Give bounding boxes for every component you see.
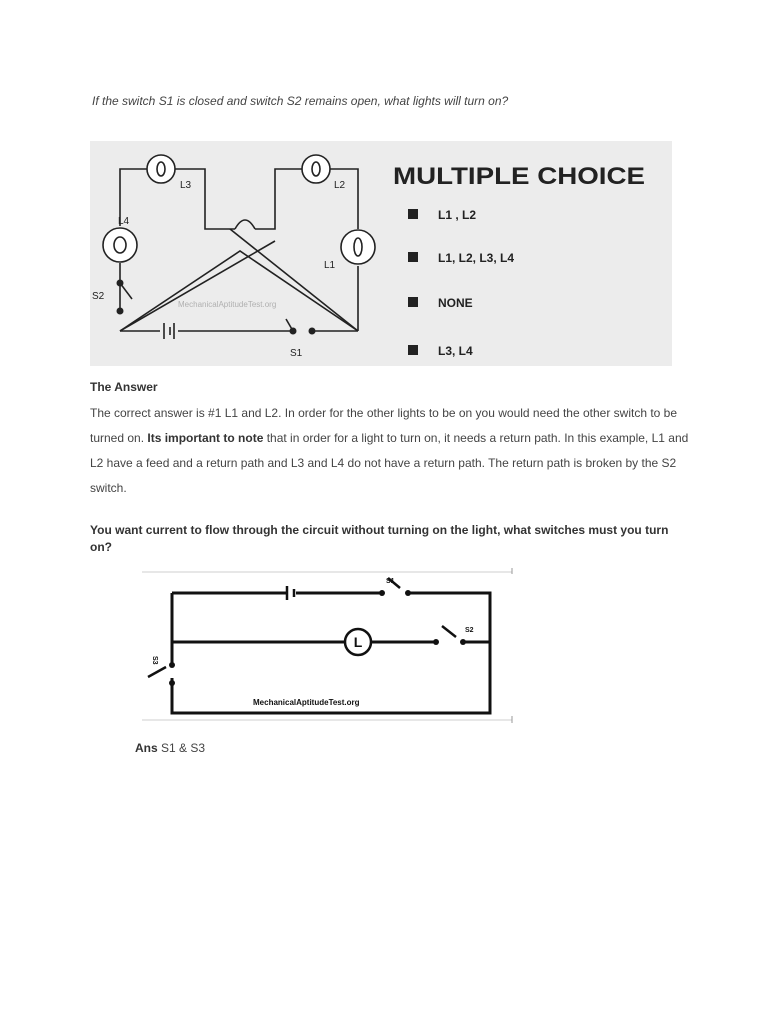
switch-2-s3 [148,662,175,686]
answer-paragraph [90,401,690,501]
choice-2: L1, L2, L3, L4 [438,251,515,265]
lamp-l4-icon [103,228,137,262]
label-l4: L4 [118,216,130,227]
label-2-s3: S3 [151,656,158,665]
choice-4: L3, L4 [438,344,473,358]
circuit-figure-1 [90,141,672,366]
label-s2: S2 [92,291,105,302]
answer-2 [135,741,205,755]
answer-2-value: S1 & S3 [157,741,206,755]
wire-l3-down [173,169,235,229]
answer-text-2: that in order for a light to turn on, it needs a return path. In this example, L1 and L2 have a feed and a return path and L3 and L4 do not have a return path. The return path is broken by the S2 switch. [90,431,689,495]
choice-bullet-4 [408,345,418,355]
switch-2-s2 [433,626,466,645]
choice-3: NONE [438,296,473,310]
question-1: If the switch S1 is closed and switch S2 remains open, what lights will turn on? [92,94,509,108]
choice-1: L1 , L2 [438,208,477,222]
circuit-diagram-2 [138,566,516,726]
answer-heading: The Answer [90,380,158,394]
switch-2-s1 [379,578,411,596]
wire-diag-1 [120,251,358,331]
label-2-s2: S2 [465,627,474,634]
lamp-l2-icon [302,155,330,183]
answer-emphasis: Its important to note [147,431,264,445]
watermark-2: MechanicalAptitudeTest.org [253,698,360,707]
wire-l2-down [255,169,305,229]
wire-cross-2 [120,241,275,331]
label-l1: L1 [324,260,336,271]
circuit-figure-2 [138,566,516,726]
watermark-1: MechanicalAptitudeTest.org [178,300,277,309]
label-s1: S1 [290,348,303,359]
lamp-label: L [353,634,363,650]
battery [164,323,174,339]
answer-2-label: Ans [135,741,158,755]
switch-s1 [286,319,316,335]
wire-l2-right [328,169,358,229]
label-l3: L3 [180,180,192,191]
label-2-s1: S1 [386,578,395,585]
label-l2: L2 [334,180,346,191]
answer-text-1: The correct answer is #1 L1 and L2. In order for the other lights to be on you would need the other switch to be turned on. [90,406,678,445]
switch-s2 [117,280,133,315]
lamp-l3-icon [147,155,175,183]
circuit-diagram-1 [90,141,672,366]
wire-bridge [235,220,255,229]
wire-cross [230,229,358,331]
lamp-l1-icon [341,230,375,264]
choices-title: MULTIPLE CHOICE [393,163,645,190]
question-2: You want current to flow through the circuit without turning on the light, what switches must you turn on? [90,523,669,554]
choice-bullet-3 [408,297,418,307]
choice-bullet-2 [408,252,418,262]
battery-2 [287,586,294,600]
wire-2-top-right [172,593,490,713]
choice-bullet-1 [408,209,418,219]
